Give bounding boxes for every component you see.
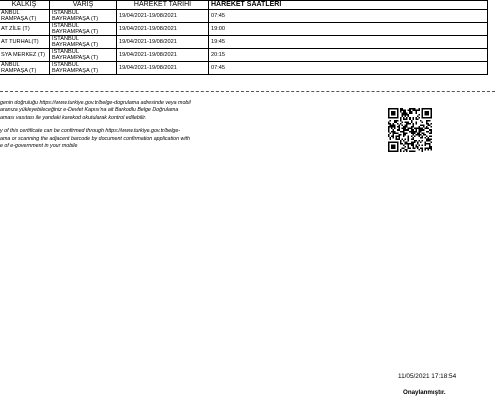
cell-dates: 19/04/2021-19/08/2021 [117, 49, 209, 62]
cell-dates: 19/04/2021-19/08/2021 [117, 62, 209, 75]
verification-en-line: e of e-government in your mobile [0, 143, 78, 150]
cell-time: 07:45 [209, 10, 488, 23]
cell-departure: AT ZİLE (T) [0, 23, 50, 36]
section-divider [0, 91, 495, 92]
cell-time: 19:00 [209, 23, 488, 36]
col-header-arrival: VARIŞ [50, 1, 117, 10]
col-header-departure: KALKIŞ [0, 1, 50, 10]
col-header-date: HAREKET TARİHİ [117, 1, 209, 10]
table-row [0, 36, 488, 49]
cell-arrival: İSTANBUL BAYRAMPAŞA (T) [50, 23, 117, 36]
cell-arrival: İSTANBUL BAYRAMPAŞA (T) [50, 62, 117, 75]
table-row [0, 62, 488, 75]
verification-en-line: ama or scanning the adjacent barcode by document confirmation application with [0, 135, 190, 142]
approval-status: Onaylanmıştır. [403, 389, 446, 396]
verification-tr-line: aranıza yükleyebileceğiniz e-Devlet Kapısı'na ait Barkodlu Belge Doğrulama [0, 107, 179, 114]
cell-time: 07:45 [209, 62, 488, 75]
cell-time: 20:15 [209, 49, 488, 62]
cell-time: 19:45 [209, 36, 488, 49]
verification-tr-line: aması vasıtası ile yandaki karekod okutularak kontrol edilebilir. [0, 114, 147, 121]
col-header-times: HAREKET SAATLERİ [209, 1, 488, 10]
cell-arrival: İSTANBUL BAYRAMPAŞA (T) [50, 10, 117, 23]
cell-departure: AT TURHAL(T) [0, 36, 50, 49]
cell-departure: ANBUL RAMPAŞA (T) [0, 62, 50, 75]
cell-arrival: İSTANBUL BAYRAMPAŞA (T) [50, 49, 117, 62]
cell-dates: 19/04/2021-19/08/2021 [117, 10, 209, 23]
qr-code-icon [388, 108, 432, 152]
table-header-row [0, 1, 488, 10]
cell-dates: 19/04/2021-19/08/2021 [117, 36, 209, 49]
cell-dates: 19/04/2021-19/08/2021 [117, 23, 209, 36]
verification-notice [0, 100, 232, 150]
table-row [0, 23, 488, 36]
cell-departure: ANBUL RAMPAŞA (T) [0, 10, 50, 23]
table-row [0, 49, 488, 62]
table-row [0, 10, 488, 23]
approval-datetime: 11/05/2021 17:18:54 [398, 373, 457, 380]
verification-en-line: y of this certificate can be confirmed through https://www.turkiye.gov.tr/belge- [0, 128, 181, 135]
verification-tr-line: genin doğruluğu https://www.turkiye.gov.tr/belge-dogrulama adresinde veya mobil [0, 100, 191, 106]
schedule-table [0, 0, 488, 75]
cell-arrival: İSTANBUL BAYRAMPAŞA (T) [50, 36, 117, 49]
cell-departure: SYA MERKEZ (T) [0, 49, 50, 62]
